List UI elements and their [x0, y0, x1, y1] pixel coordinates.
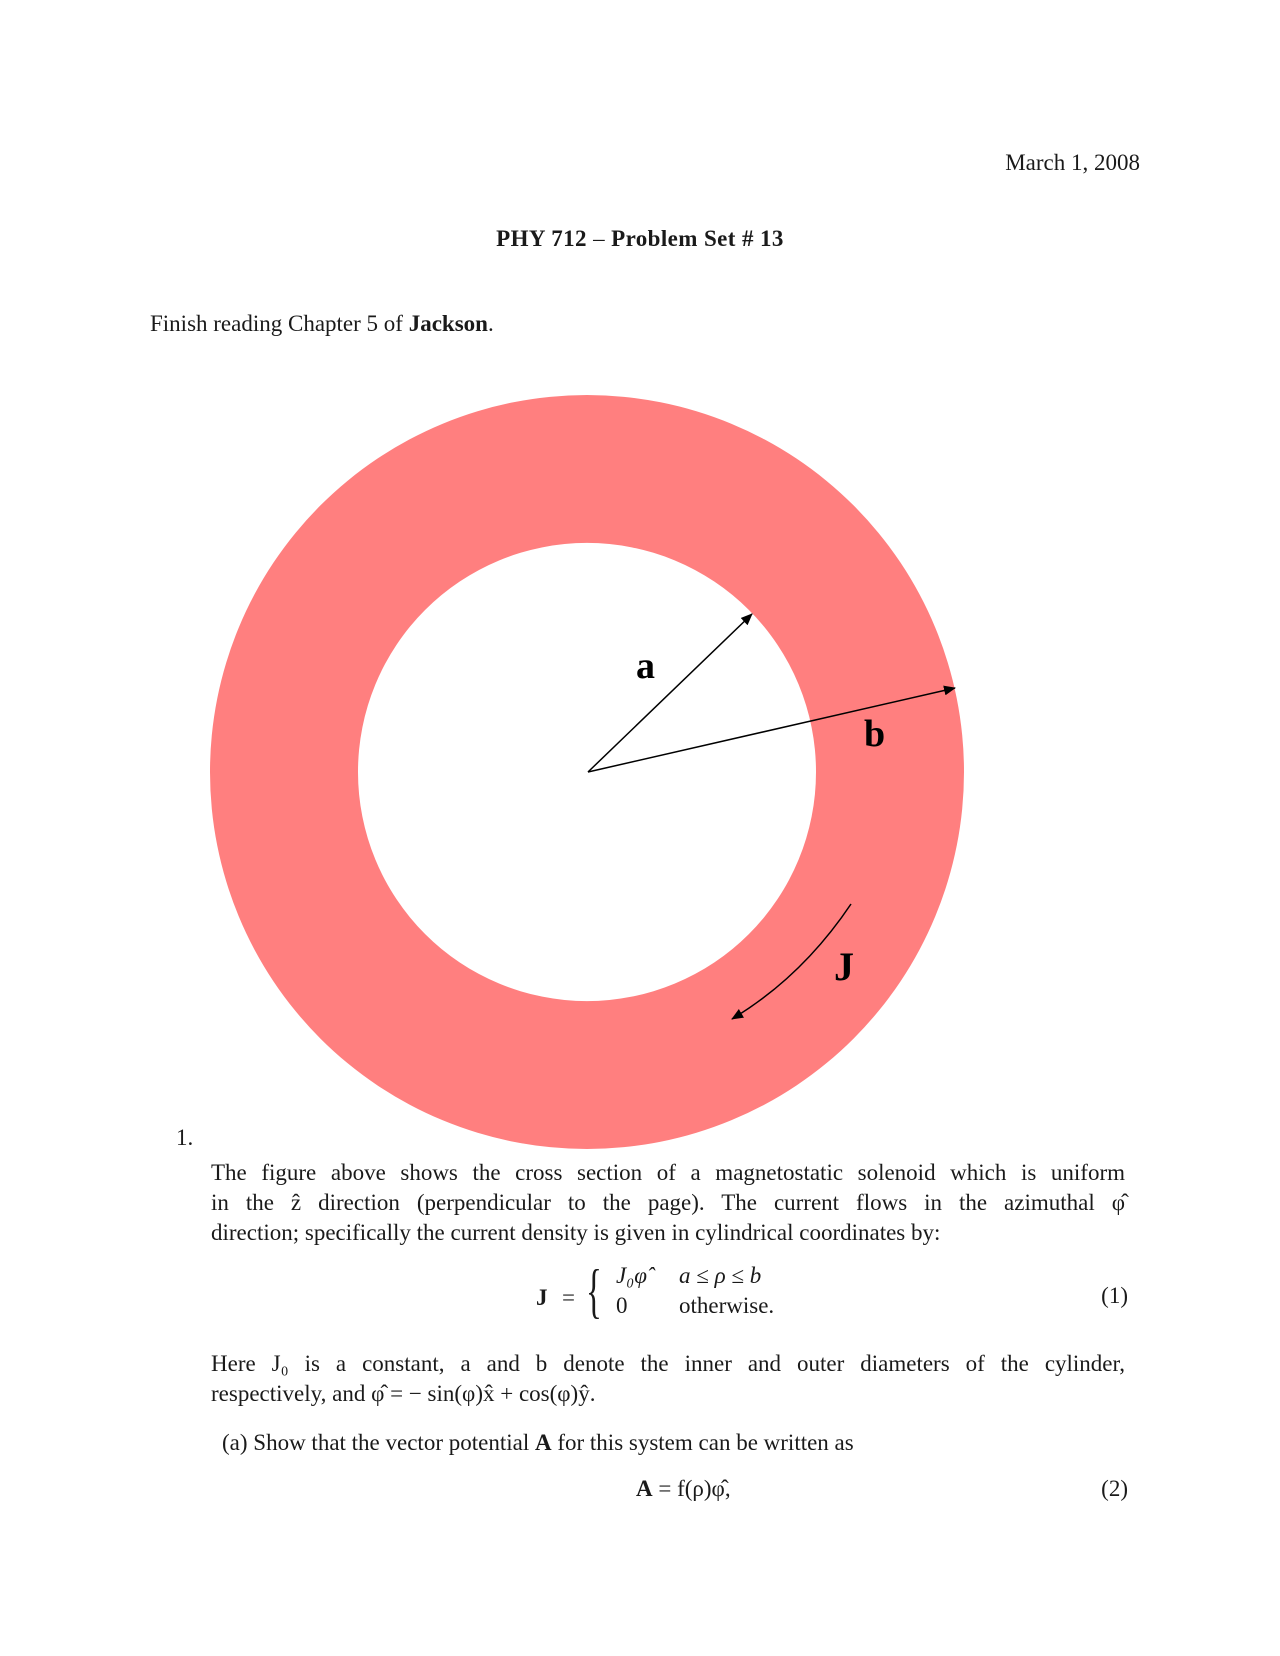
title-dash: –	[593, 226, 605, 251]
paragraph-2-line: respectively, and φ̂ = − sin(φ)x̂ + cos(φ)ŷ.	[211, 1381, 596, 1406]
solenoid-ring	[210, 395, 964, 1149]
reading-prefix: Finish reading Chapter 5 of	[150, 311, 409, 336]
radius-a-arrow	[588, 614, 752, 772]
eq2-rhs: = f(ρ)φ̂,	[652, 1476, 731, 1501]
eq1-row1-value: J₀φ̂	[616, 1263, 647, 1288]
part-a-label: (a)	[222, 1430, 248, 1455]
problem-number: 1.	[176, 1125, 194, 1150]
problem-paragraph-1	[211, 1158, 1125, 1248]
part-a-text-before: Show that the vector potential	[253, 1430, 535, 1455]
title-course: PHY 712	[496, 226, 587, 251]
equation-1-number: (1)	[1101, 1283, 1128, 1308]
eq1-row1-condition: a ≤ ρ ≤ b	[679, 1263, 762, 1288]
paragraph-2-line: Here J₀ is a constant, a and b denote the inner and outer diameters of the cylinder,	[211, 1351, 1125, 1376]
title-problem-set: Problem Set # 13	[611, 226, 784, 251]
label-b: b	[864, 713, 886, 755]
problem-paragraph-2	[211, 1349, 1125, 1409]
label-J: J	[834, 944, 854, 989]
paragraph-1-line: The figure above shows the cross section of a magnetostatic solenoid which is uniform	[211, 1160, 1125, 1185]
reading-suffix: .	[487, 311, 494, 336]
eq2-lhs: A	[636, 1476, 653, 1501]
paragraph-1-line: direction; specifically the current density is given in cylindrical coordinates by:	[211, 1220, 941, 1245]
part-a	[222, 1430, 854, 1456]
equation-2	[636, 1476, 731, 1502]
equation-2-number: (2)	[1101, 1476, 1128, 1501]
eq1-lhs: J	[536, 1285, 548, 1310]
paragraph-1-line: in the ẑ direction (perpendicular to the page). The current flows in the azimuthal φ̂	[211, 1190, 1125, 1215]
eq1-row2-condition: otherwise.	[679, 1293, 775, 1318]
part-a-symbol: A	[534, 1430, 552, 1455]
document-date: March 1, 2008	[1005, 150, 1140, 175]
eq1-equals: =	[562, 1285, 575, 1310]
eq1-brace: {	[586, 1258, 602, 1324]
reading-book: Jackson	[408, 311, 488, 336]
eq1-row2-value: 0	[616, 1293, 628, 1318]
label-a: a	[636, 645, 655, 687]
part-a-text-after: for this system can be written as	[551, 1430, 854, 1455]
